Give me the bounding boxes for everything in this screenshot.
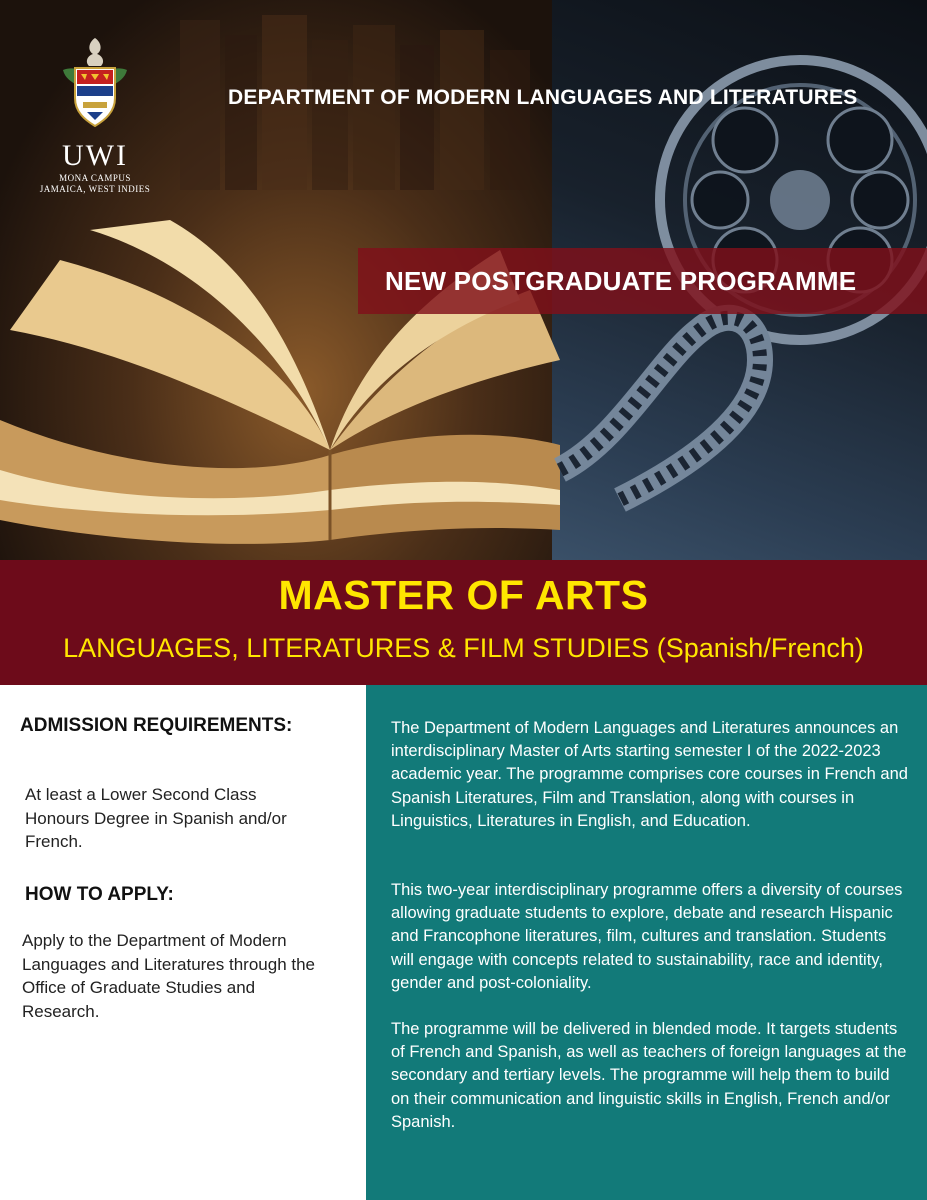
uwi-logo — [30, 36, 160, 195]
hero-image — [0, 0, 927, 560]
uwi-crest-icon — [57, 36, 133, 128]
logo-uwi-text: UWI — [62, 139, 128, 172]
description-paragraph-1: The Department of Modern Languages and Literatures announces an interdisciplinary Master of Arts starting semester I of the 2022-2023 academic year. The programme comprises core courses in French and Spanish Literatures, Film and Translation, along with courses in Linguistics, Literatures in English, and Education. — [391, 719, 908, 830]
apply-text: Apply to the Department of Modern Languages and Literatures through the Office of Graduate Studies and Research. — [22, 931, 316, 1021]
program-subtitle: LANGUAGES, LITERATURES & FILM STUDIES (Spanish/French) — [63, 633, 864, 663]
postgraduate-banner — [358, 248, 927, 314]
banner-text: NEW POSTGRADUATE PROGRAMME — [385, 266, 857, 296]
program-title: MASTER OF ARTS — [278, 572, 649, 618]
admission-text: At least a Lower Second Class Honours Degree in Spanish and/or French. — [25, 785, 287, 851]
description-column — [366, 685, 927, 1200]
logo-campus-text: MONA CAMPUS — [59, 173, 131, 183]
department-title: DEPARTMENT OF MODERN LANGUAGES AND LITERATURES — [228, 86, 858, 109]
program-title-band — [0, 560, 927, 685]
admission-heading: ADMISSION REQUIREMENTS: — [20, 715, 293, 736]
description-paragraph-2: This two-year interdisciplinary programme offers a diversity of courses allowing graduate students to explore, debate and research Hispanic and Francophone literatures, film, cultures and translation. Students will engage with concepts related to sustainability, race and identity, gender and post-coloniality. — [391, 881, 903, 992]
logo-location-text: JAMAICA, WEST INDIES — [39, 184, 151, 194]
apply-heading: HOW TO APPLY: — [25, 884, 174, 905]
description-paragraph-3: The programme will be delivered in blended mode. It targets students of French and Spanish, as well as teachers of foreign languages at the secondary and tertiary levels. The programme will help them to build on their communication and linguistic skills in English, French and/or Spanish. — [391, 1020, 907, 1131]
requirements-column — [0, 685, 366, 1200]
